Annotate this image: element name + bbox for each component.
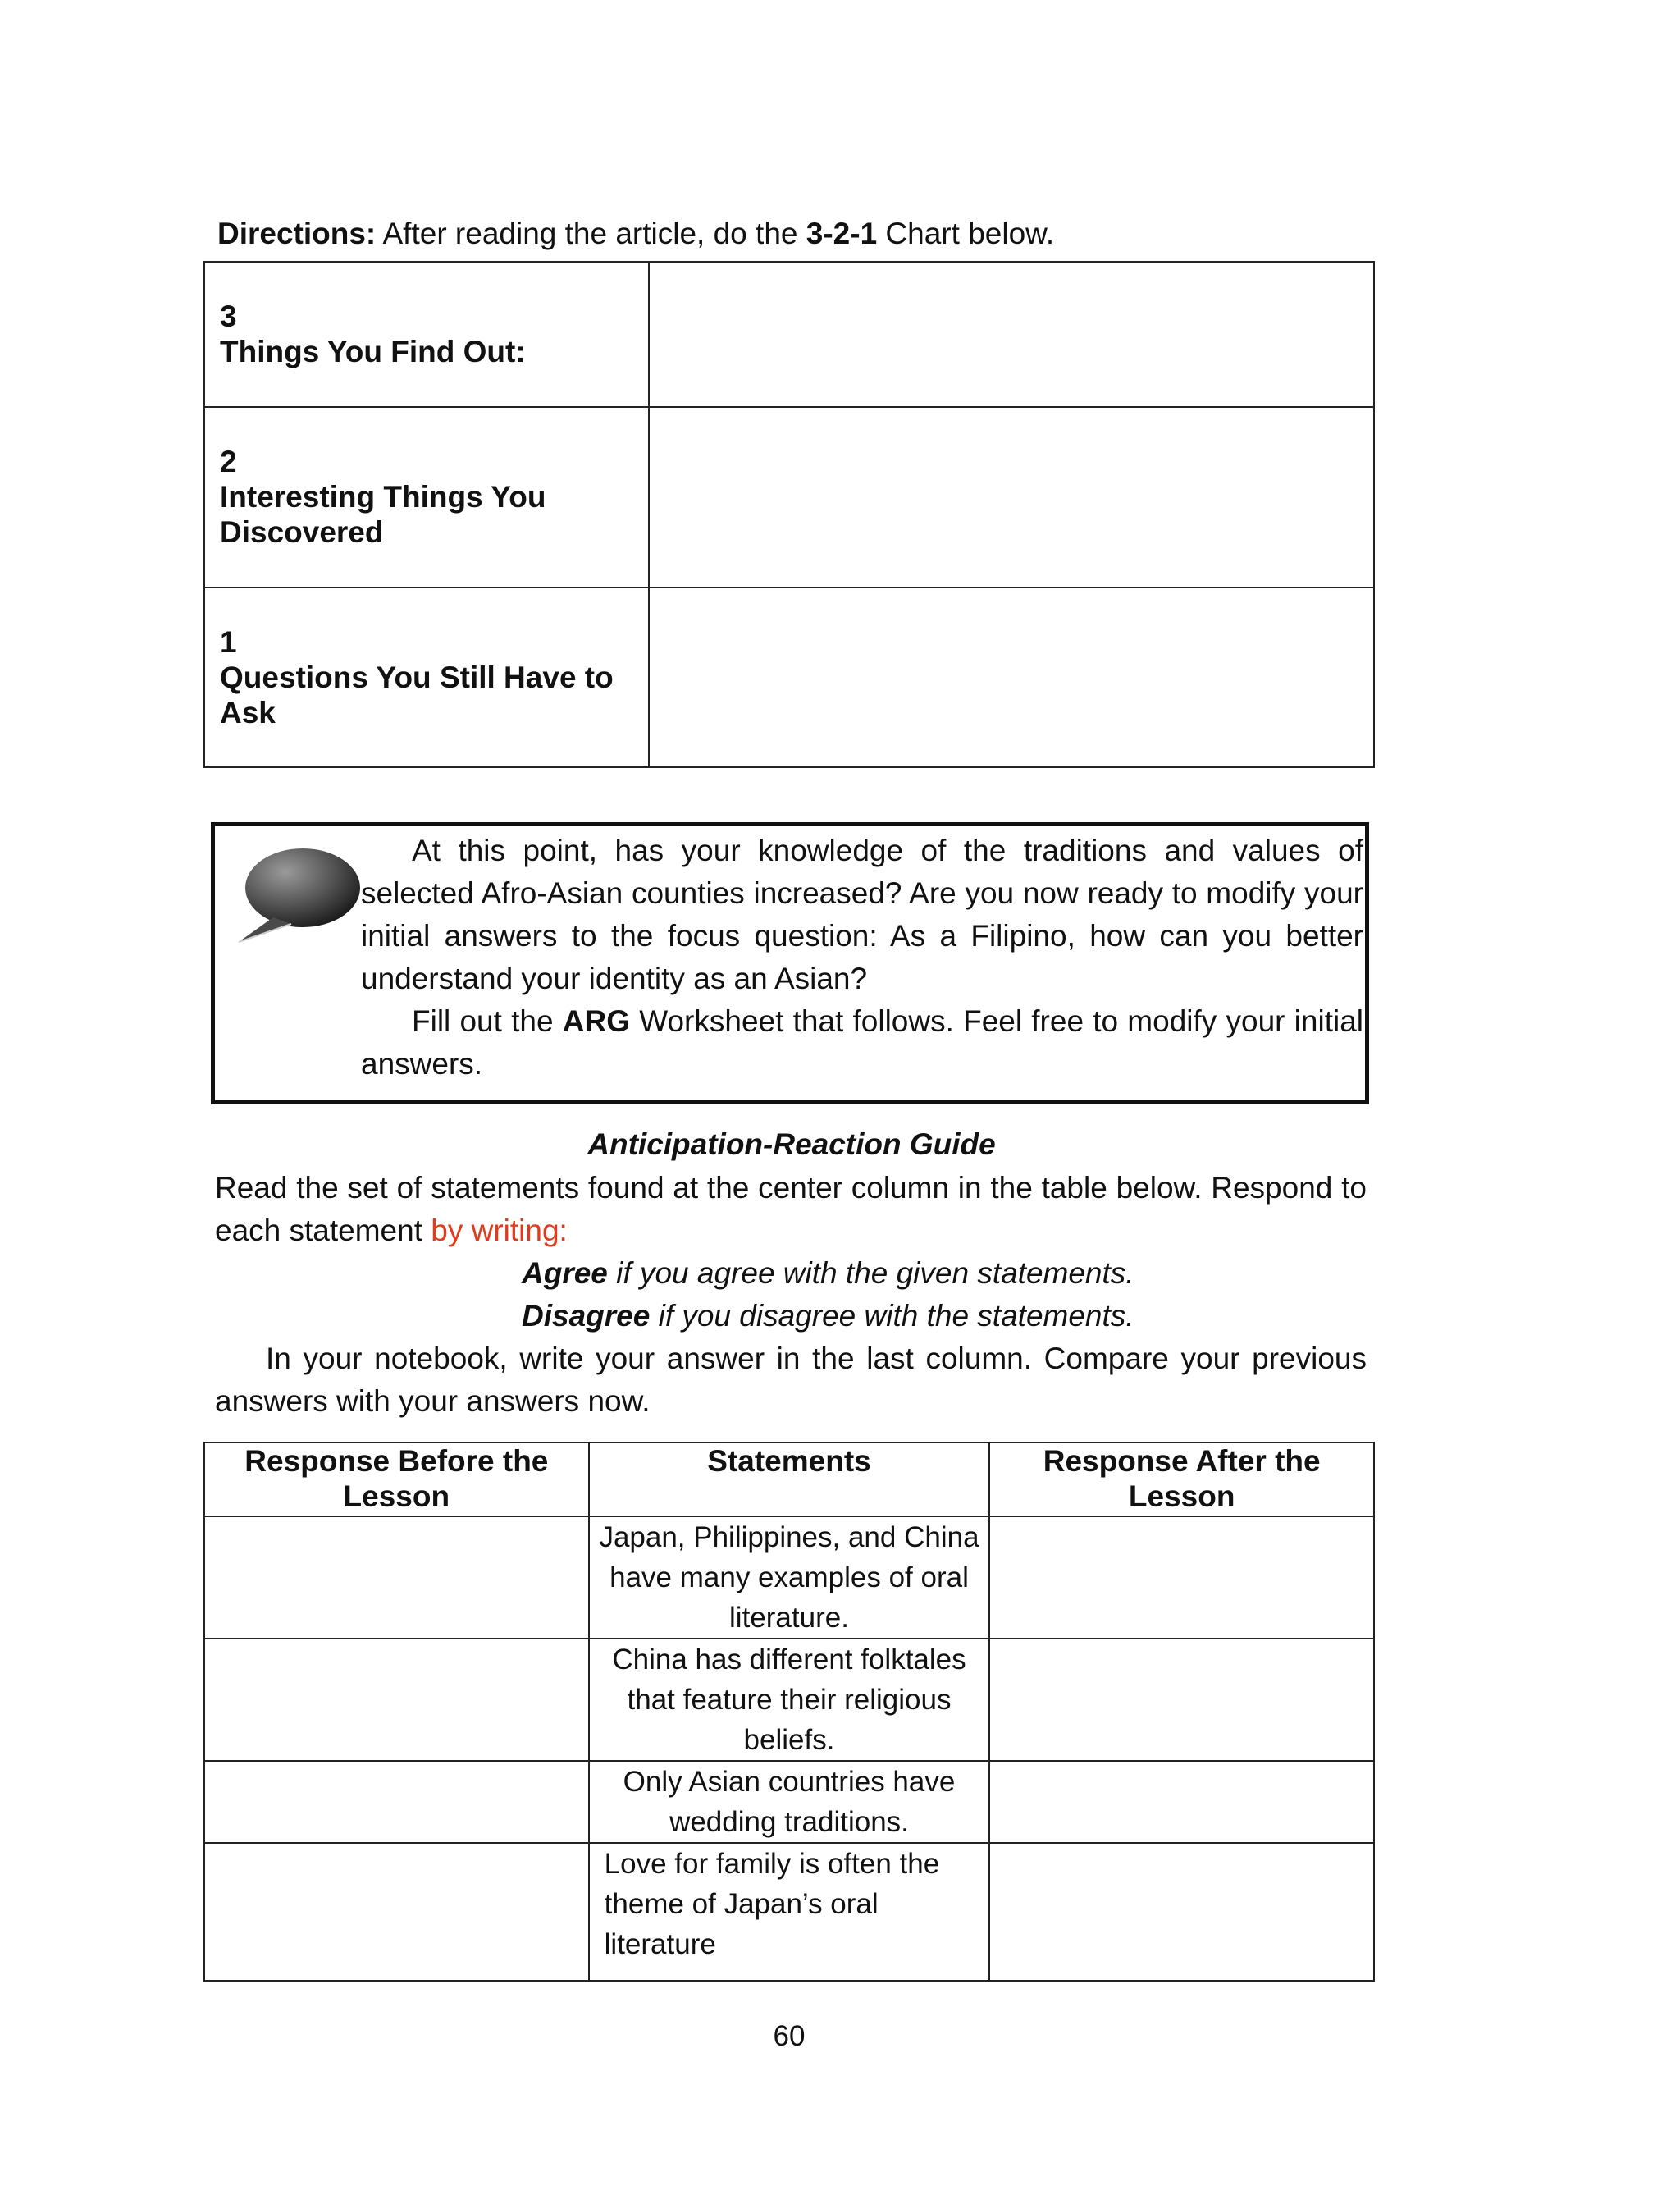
response-after-cell[interactable] <box>989 1516 1374 1639</box>
directions-text-before: After reading the article, do the <box>376 217 806 250</box>
speech-bubble-icon <box>234 842 365 949</box>
statement-cell: Love for family is often the theme of Japan’s oral literature <box>589 1843 990 1981</box>
disagree-word: Disagree <box>522 1299 651 1333</box>
chart-321-answer-cell[interactable] <box>649 407 1374 587</box>
arg-header-row <box>204 1442 1374 1516</box>
chart-321-number: 2 <box>220 445 237 479</box>
chart-321-label-cell <box>204 262 649 407</box>
chart-321-label-cell <box>204 588 649 767</box>
agree-text: if you agree with the given statements. <box>607 1256 1134 1290</box>
disagree-line <box>522 1295 1134 1337</box>
instruction-red-text: by writing: <box>431 1214 568 1247</box>
chart-321-label: Questions You Still Have to Ask <box>220 660 614 729</box>
response-before-cell[interactable] <box>204 1516 589 1639</box>
arg-bold: ARG <box>562 1004 630 1038</box>
directions-label: Directions: <box>217 217 377 250</box>
header-before: Response Before the Lesson <box>204 1442 589 1516</box>
note-text-span: Fill out the <box>412 1004 563 1038</box>
chart-321-row <box>204 407 1374 587</box>
notebook-instruction <box>215 1337 1367 1423</box>
note-text-span: Worksheet that follows. Feel free to modify your initial answers. <box>361 1004 1363 1081</box>
directions-text-after: Chart below. <box>877 217 1055 250</box>
note-paragraph: At this point, has your knowledge of the traditions and values of selected Afro-Asian counties increased? Are you now ready to modify your initial answers to the focus question: As a Filipino, how can you better understand your identity as an Asian? <box>361 834 1363 995</box>
arg-table <box>203 1442 1375 1982</box>
chart-321-answer-cell[interactable] <box>649 588 1374 767</box>
disagree-text: if you disagree with the statements. <box>650 1299 1134 1333</box>
table-row <box>204 1516 1374 1639</box>
page-number: 60 <box>773 2020 806 2052</box>
header-statements: Statements <box>589 1442 990 1516</box>
response-after-cell[interactable] <box>989 1639 1374 1761</box>
note-text <box>361 830 1363 1086</box>
chart-321-label: Interesting Things You Discovered <box>220 480 546 550</box>
table-row <box>204 1639 1374 1761</box>
chart-321-number: 1 <box>220 624 237 659</box>
chart-321-number: 3 <box>220 299 237 333</box>
chart-321-row <box>204 588 1374 767</box>
response-before-cell[interactable] <box>204 1843 589 1981</box>
chart-321-label: Things You Find Out: <box>220 335 526 368</box>
statement-cell: Japan, Philippines, and China have many examples of oral literature. <box>589 1516 990 1639</box>
chart-name: 3-2-1 <box>806 217 878 250</box>
chart-321-label-cell <box>204 407 649 587</box>
note-paragraph <box>361 1000 1363 1086</box>
header-after: Response After the Lesson <box>989 1442 1374 1516</box>
agree-line <box>522 1252 1134 1295</box>
statement-cell: Only Asian countries have wedding traditions. <box>589 1761 990 1843</box>
response-after-cell[interactable] <box>989 1761 1374 1843</box>
table-row <box>204 1843 1374 1981</box>
table-row <box>204 1761 1374 1843</box>
statement-cell: China has different folktales that feature their religious beliefs. <box>589 1639 990 1761</box>
instruction-text: Read the set of statements found at the center column in the table below. Respond to each statement <box>215 1171 1367 1247</box>
arg-instruction <box>215 1167 1367 1252</box>
agree-word: Agree <box>522 1256 608 1290</box>
notebook-text: In your notebook, write your answer in the last column. Compare your previous answers with your answers now. <box>215 1342 1367 1418</box>
chart-321-table <box>203 261 1375 768</box>
response-after-cell[interactable] <box>989 1843 1374 1981</box>
response-before-cell[interactable] <box>204 1639 589 1761</box>
arg-title: Anticipation-Reaction Guide <box>587 1127 996 1161</box>
directions-line <box>217 215 1054 253</box>
chart-321-row <box>204 262 1374 407</box>
chart-321-answer-cell[interactable] <box>649 262 1374 407</box>
response-before-cell[interactable] <box>204 1761 589 1843</box>
